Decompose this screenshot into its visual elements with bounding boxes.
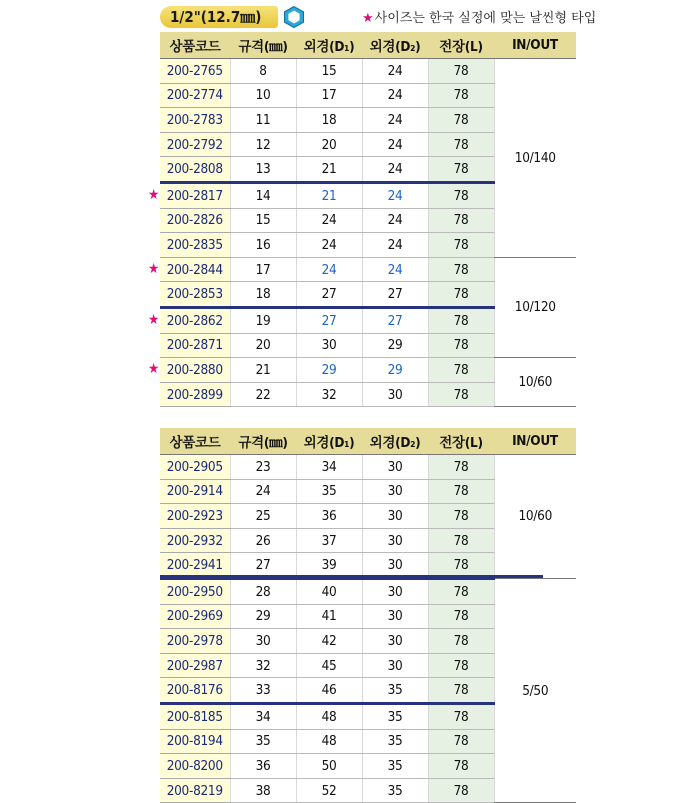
length-cell: 78	[428, 132, 494, 157]
outer-diameter-d2-cell: 30	[362, 553, 428, 579]
outer-diameter-d1-cell: 52	[296, 778, 362, 803]
table-row	[160, 578, 576, 604]
outer-diameter-d1-cell: 32	[296, 382, 362, 407]
product-code-cell	[160, 729, 230, 754]
product-code: 200-2905	[166, 458, 223, 475]
outer-diameter-d2-cell: 24	[362, 208, 428, 233]
size-cell: 13	[230, 157, 296, 183]
outer-diameter-d1-cell: 27	[296, 307, 362, 333]
outer-diameter-d2-cell: 24	[362, 257, 428, 282]
product-code: 200-2817	[166, 187, 223, 204]
outer-diameter-d1-cell: 15	[296, 59, 362, 84]
length-cell: 78	[428, 754, 494, 779]
column-header: IN/OUT	[494, 32, 576, 59]
product-code: 200-2987	[166, 657, 223, 674]
outer-diameter-d2-cell: 30	[362, 578, 428, 604]
star-icon: ★	[362, 11, 374, 26]
column-header: IN/OUT	[494, 428, 576, 455]
outer-diameter-d2-cell: 30	[362, 455, 428, 480]
size-cell: 32	[230, 653, 296, 678]
product-code: 200-2862	[166, 312, 223, 329]
table-header-row	[160, 32, 576, 59]
product-code-cell	[160, 754, 230, 779]
length-cell: 78	[428, 157, 494, 183]
product-code-cell	[160, 479, 230, 504]
page-header	[0, 0, 700, 32]
outer-diameter-d2-cell: 24	[362, 132, 428, 157]
outer-diameter-d1-cell: 18	[296, 108, 362, 133]
size-cell: 25	[230, 504, 296, 529]
outer-diameter-d2-cell: 35	[362, 778, 428, 803]
product-code: 200-2969	[166, 608, 223, 625]
outer-diameter-d1-cell: 24	[296, 233, 362, 258]
product-code-cell	[160, 578, 230, 604]
length-cell: 78	[428, 182, 494, 208]
column-header: 외경(D₁)	[296, 32, 362, 59]
outer-diameter-d1-cell: 48	[296, 729, 362, 754]
size-cell: 38	[230, 778, 296, 803]
length-cell: 78	[428, 778, 494, 803]
outer-diameter-d1-cell: 24	[296, 257, 362, 282]
outer-diameter-d2-cell: 24	[362, 182, 428, 208]
product-code-cell	[160, 333, 230, 358]
size-cell: 30	[230, 629, 296, 654]
in-out-cell: 10/140	[494, 59, 576, 258]
column-header: 외경(D₂)	[362, 32, 428, 59]
length-cell: 78	[428, 703, 494, 729]
length-cell: 78	[428, 108, 494, 133]
size-cell: 18	[230, 282, 296, 308]
column-header: 외경(D₂)	[362, 428, 428, 455]
outer-diameter-d1-cell: 24	[296, 208, 362, 233]
product-code-cell	[160, 59, 230, 84]
size-note	[362, 7, 596, 26]
length-cell: 78	[428, 333, 494, 358]
table-row	[160, 257, 576, 282]
outer-diameter-d1-cell: 50	[296, 754, 362, 779]
size-cell: 23	[230, 455, 296, 480]
length-cell: 78	[428, 528, 494, 553]
size-cell: 21	[230, 358, 296, 383]
size-cell: 20	[230, 333, 296, 358]
size-cell: 34	[230, 703, 296, 729]
table-row	[160, 59, 576, 84]
outer-diameter-d1-cell: 48	[296, 703, 362, 729]
outer-diameter-d2-cell: 35	[362, 754, 428, 779]
product-code: 200-2792	[166, 136, 223, 153]
product-code-cell	[148, 358, 230, 383]
outer-diameter-d2-cell: 24	[362, 108, 428, 133]
size-cell: 12	[230, 132, 296, 157]
outer-diameter-d2-cell: 27	[362, 307, 428, 333]
hexagon-socket-icon	[282, 5, 306, 29]
length-cell: 78	[428, 479, 494, 504]
product-code: 200-8200	[166, 757, 223, 774]
product-code-cell	[160, 455, 230, 480]
length-cell: 78	[428, 729, 494, 754]
product-code-cell	[160, 504, 230, 529]
column-header: 상품코드	[160, 428, 230, 455]
product-code: 200-2914	[166, 483, 223, 500]
outer-diameter-d2-cell: 30	[362, 504, 428, 529]
size-cell: 29	[230, 604, 296, 629]
size-cell: 17	[230, 257, 296, 282]
outer-diameter-d2-cell: 35	[362, 678, 428, 704]
product-code: 200-2853	[166, 286, 223, 303]
outer-diameter-d1-cell: 37	[296, 528, 362, 553]
outer-diameter-d2-cell: 30	[362, 629, 428, 654]
product-code: 200-2880	[166, 361, 223, 378]
table-row	[160, 358, 576, 383]
outer-diameter-d1-cell: 42	[296, 629, 362, 654]
outer-diameter-d1-cell: 36	[296, 504, 362, 529]
product-code: 200-2923	[166, 507, 223, 524]
product-code: 200-2844	[166, 261, 223, 278]
outer-diameter-d1-cell: 34	[296, 455, 362, 480]
product-code: 200-2808	[166, 161, 223, 178]
product-code-cell	[160, 282, 230, 308]
outer-diameter-d1-cell: 39	[296, 553, 362, 579]
outer-diameter-d1-cell: 46	[296, 678, 362, 704]
outer-diameter-d1-cell: 21	[296, 182, 362, 208]
outer-diameter-d1-cell: 30	[296, 333, 362, 358]
star-icon: ★	[148, 361, 159, 378]
product-code: 200-2826	[166, 212, 223, 229]
product-code: 200-2835	[166, 236, 223, 253]
product-code-cell	[160, 208, 230, 233]
star-icon: ★	[148, 311, 159, 328]
product-code: 200-8194	[166, 733, 223, 750]
length-cell: 78	[428, 382, 494, 407]
product-code: 200-2978	[166, 632, 223, 649]
column-header: 상품코드	[160, 32, 230, 59]
size-cell: 27	[230, 553, 296, 579]
outer-diameter-d2-cell: 35	[362, 729, 428, 754]
length-cell: 78	[428, 604, 494, 629]
length-cell: 78	[428, 59, 494, 84]
length-cell: 78	[428, 504, 494, 529]
product-code: 200-2932	[166, 532, 223, 549]
length-cell: 78	[428, 678, 494, 704]
outer-diameter-d1-cell: 20	[296, 132, 362, 157]
in-out-cell: 5/50	[494, 578, 576, 802]
length-cell: 78	[428, 553, 494, 579]
outer-diameter-d1-cell: 40	[296, 578, 362, 604]
column-header: 규격(㎜)	[230, 32, 296, 59]
size-cell: 26	[230, 528, 296, 553]
product-code: 200-2783	[166, 111, 223, 128]
column-header: 전장(L)	[428, 428, 494, 455]
outer-diameter-d2-cell: 35	[362, 703, 428, 729]
product-code-cell	[160, 83, 230, 108]
outer-diameter-d2-cell: 24	[362, 83, 428, 108]
product-code: 200-8185	[166, 708, 223, 725]
length-cell: 78	[428, 208, 494, 233]
product-code-cell	[160, 157, 230, 183]
size-cell: 24	[230, 479, 296, 504]
outer-diameter-d1-cell: 21	[296, 157, 362, 183]
spec-table-2	[160, 428, 576, 803]
outer-diameter-d2-cell: 30	[362, 528, 428, 553]
outer-diameter-d2-cell: 27	[362, 282, 428, 308]
outer-diameter-d2-cell: 24	[362, 157, 428, 183]
product-code-cell	[160, 528, 230, 553]
size-cell: 33	[230, 678, 296, 704]
length-cell: 78	[428, 455, 494, 480]
product-code-cell	[160, 132, 230, 157]
group-divider-line	[160, 575, 543, 578]
spec-table-1	[148, 32, 576, 407]
product-code: 200-2941	[166, 557, 223, 574]
star-icon: ★	[148, 186, 159, 203]
product-code: 200-2950	[166, 583, 223, 600]
product-code-cell	[160, 653, 230, 678]
table-row	[160, 455, 576, 480]
outer-diameter-d1-cell: 41	[296, 604, 362, 629]
outer-diameter-d1-cell: 35	[296, 479, 362, 504]
product-code: 200-2871	[166, 337, 223, 354]
product-code-cell	[160, 678, 230, 704]
size-cell: 22	[230, 382, 296, 407]
product-code-cell	[160, 108, 230, 133]
size-cell: 10	[230, 83, 296, 108]
star-icon: ★	[148, 260, 159, 277]
size-cell: 15	[230, 208, 296, 233]
length-cell: 78	[428, 233, 494, 258]
product-code-cell	[148, 307, 230, 333]
in-out-cell: 10/60	[494, 358, 576, 407]
size-cell: 16	[230, 233, 296, 258]
product-code-cell	[160, 778, 230, 803]
outer-diameter-d2-cell: 24	[362, 233, 428, 258]
product-code-cell	[160, 703, 230, 729]
size-note-text: 사이즈는 한국 실정에 맞는 날씬형 타입	[374, 11, 597, 26]
outer-diameter-d2-cell: 30	[362, 604, 428, 629]
outer-diameter-d2-cell: 29	[362, 333, 428, 358]
size-cell: 36	[230, 754, 296, 779]
outer-diameter-d2-cell: 30	[362, 653, 428, 678]
length-cell: 78	[428, 257, 494, 282]
size-cell: 19	[230, 307, 296, 333]
product-code: 200-8219	[166, 782, 223, 799]
size-cell: 14	[230, 182, 296, 208]
outer-diameter-d1-cell: 45	[296, 653, 362, 678]
length-cell: 78	[428, 83, 494, 108]
length-cell: 78	[428, 578, 494, 604]
size-cell: 28	[230, 578, 296, 604]
outer-diameter-d1-cell: 27	[296, 282, 362, 308]
product-code-cell	[160, 604, 230, 629]
length-cell: 78	[428, 307, 494, 333]
outer-diameter-d1-cell: 29	[296, 358, 362, 383]
product-code: 200-2765	[166, 62, 223, 79]
outer-diameter-d2-cell: 30	[362, 479, 428, 504]
column-header: 규격(㎜)	[230, 428, 296, 455]
product-code-cell	[160, 629, 230, 654]
product-code-cell	[148, 182, 230, 208]
column-header: 전장(L)	[428, 32, 494, 59]
in-out-cell: 10/60	[494, 455, 576, 579]
product-code: 200-2899	[166, 386, 223, 403]
length-cell: 78	[428, 282, 494, 308]
size-cell: 8	[230, 59, 296, 84]
product-code-cell	[160, 382, 230, 407]
length-cell: 78	[428, 358, 494, 383]
product-code: 200-8176	[166, 682, 223, 699]
size-cell: 11	[230, 108, 296, 133]
length-cell: 78	[428, 653, 494, 678]
size-cell: 35	[230, 729, 296, 754]
outer-diameter-d2-cell: 24	[362, 59, 428, 84]
product-code-cell	[160, 233, 230, 258]
table-header-row	[160, 428, 576, 455]
length-cell: 78	[428, 629, 494, 654]
outer-diameter-d2-cell: 29	[362, 358, 428, 383]
size-title-badge: 1/2"(12.7㎜)	[160, 6, 278, 28]
product-code-cell	[148, 257, 230, 282]
in-out-cell: 10/120	[494, 257, 576, 357]
outer-diameter-d1-cell: 17	[296, 83, 362, 108]
column-header: 외경(D₁)	[296, 428, 362, 455]
outer-diameter-d2-cell: 30	[362, 382, 428, 407]
product-code: 200-2774	[166, 87, 223, 104]
